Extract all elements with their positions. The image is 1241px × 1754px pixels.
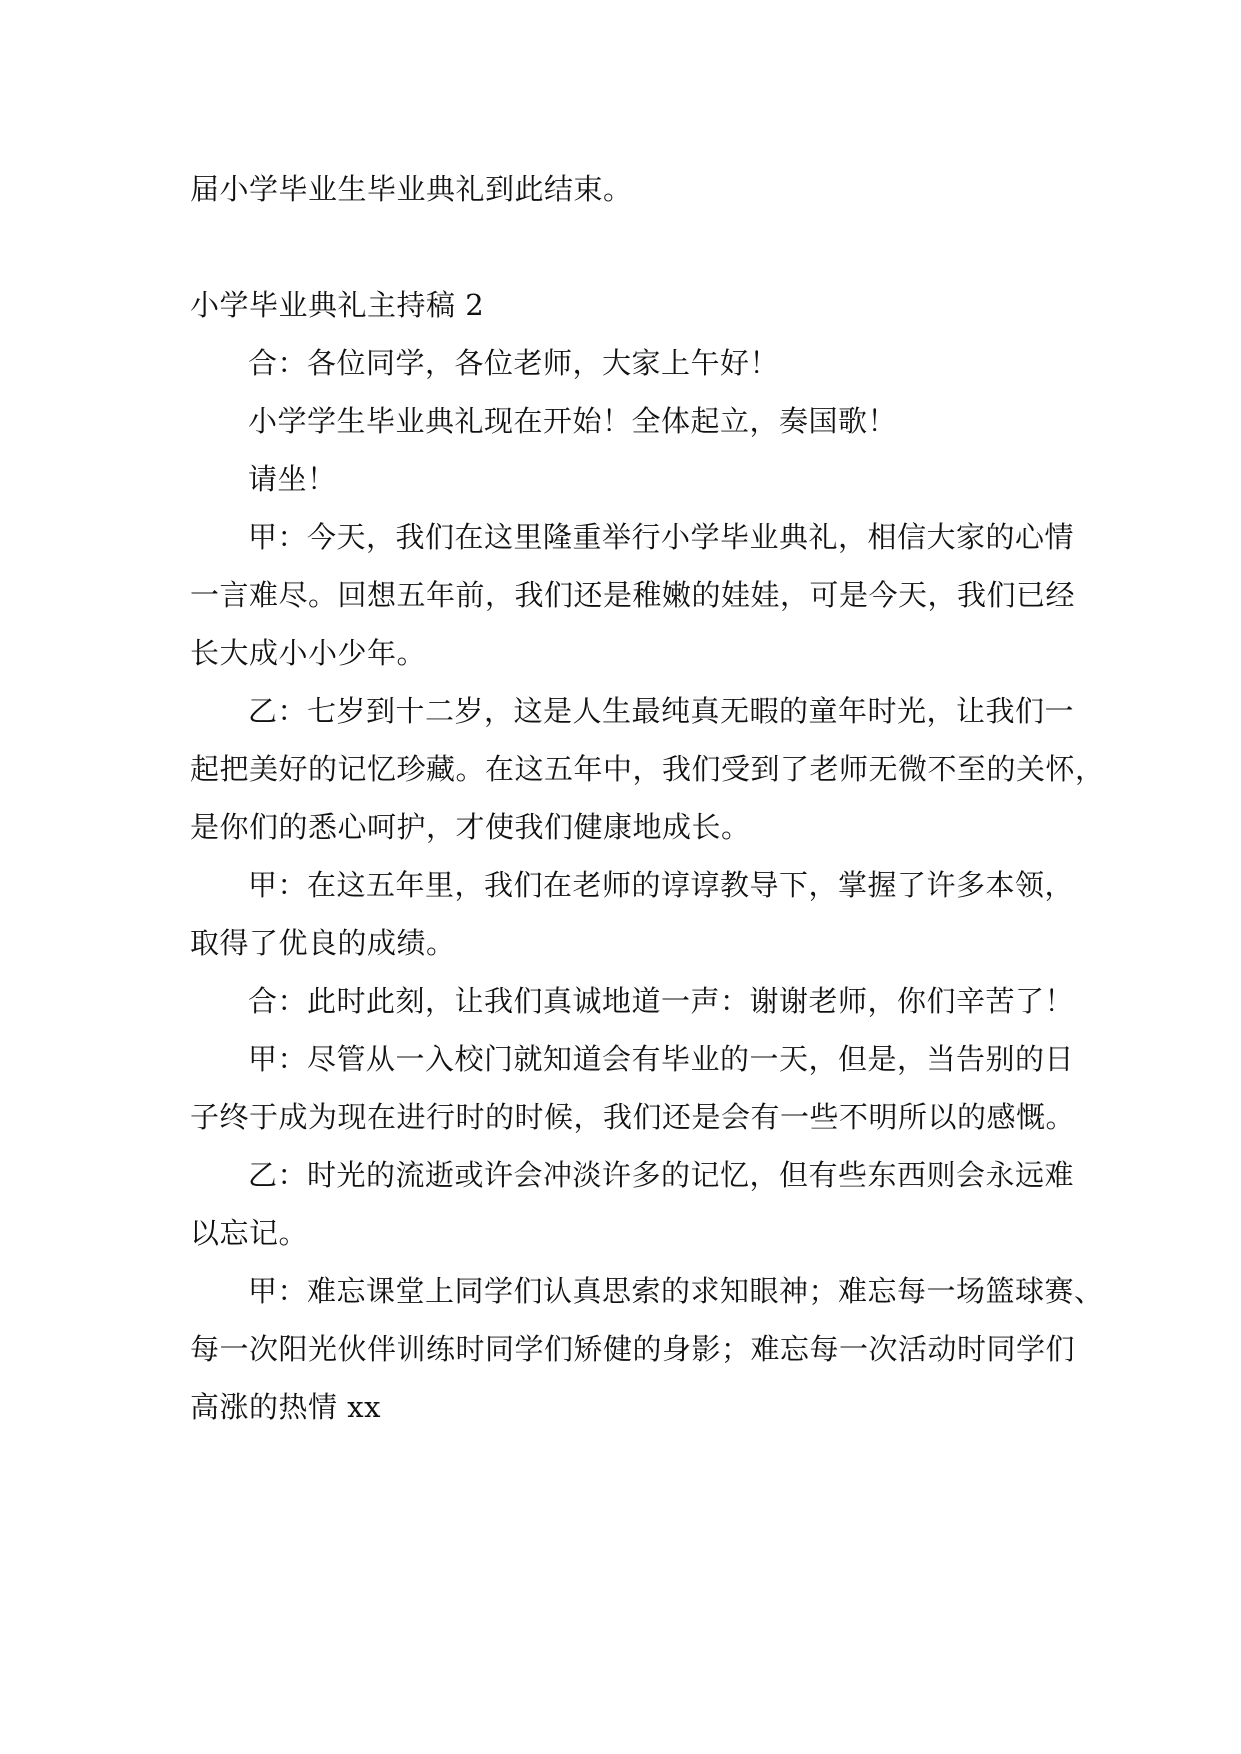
paragraph-line: 甲：尽管从一入校门就知道会有毕业的一天，但是，当告别的日: [248, 1042, 1075, 1076]
section-title: 小学毕业典礼主持稿 2: [190, 288, 485, 322]
paragraph-line: 每一次阳光伙伴训练时同学们矫健的身影；难忘每一次活动时同学们: [190, 1332, 1076, 1366]
paragraph-line: 合：各位同学，各位老师，大家上午好！: [248, 346, 780, 380]
paragraph-line: 甲：在这五年里，我们在老师的谆谆教导下，掌握了许多本领，: [248, 868, 1075, 902]
paragraph-line: 子终于成为现在进行时的时候，我们还是会有一些不明所以的感慨。: [190, 1100, 1076, 1134]
blank-line: [190, 218, 1070, 276]
paragraph-line: 长大成小小少年。: [190, 636, 427, 670]
paragraph-line: 高涨的热情 xx: [190, 1390, 381, 1424]
document-body: [190, 160, 1105, 1436]
paragraph-line: 一言难尽。回想五年前，我们还是稚嫩的娃娃，可是今天，我们已经: [190, 578, 1076, 612]
paragraph-line: 乙：七岁到十二岁，这是人生最纯真无暇的童年时光，让我们一: [248, 694, 1075, 728]
paragraph-line: 起把美好的记忆珍藏。在这五年中，我们受到了老师无微不至的关怀，: [190, 752, 1105, 786]
paragraph-line: 甲：难忘课堂上同学们认真思索的求知眼神；难忘每一场篮球赛、: [248, 1274, 1104, 1308]
continued-paragraph: 届小学毕业生毕业典礼到此结束。: [190, 172, 633, 206]
paragraph-line: 请坐！: [248, 462, 337, 496]
paragraph-line: 小学学生毕业典礼现在开始！全体起立，奏国歌！: [248, 404, 898, 438]
paragraph-line: 乙：时光的流逝或许会冲淡许多的记忆，但有些东西则会永远难: [248, 1158, 1075, 1192]
paragraph-line: 是你们的悉心呵护，才使我们健康地成长。: [190, 810, 751, 844]
paragraph-line: 甲：今天，我们在这里隆重举行小学毕业典礼，相信大家的心情: [248, 520, 1075, 554]
paragraph-line: 以忘记。: [190, 1216, 309, 1250]
paragraph-line: 合：此时此刻，让我们真诚地道一声：谢谢老师，你们辛苦了！: [248, 984, 1075, 1018]
paragraph-line: 取得了优良的成绩。: [190, 926, 456, 960]
